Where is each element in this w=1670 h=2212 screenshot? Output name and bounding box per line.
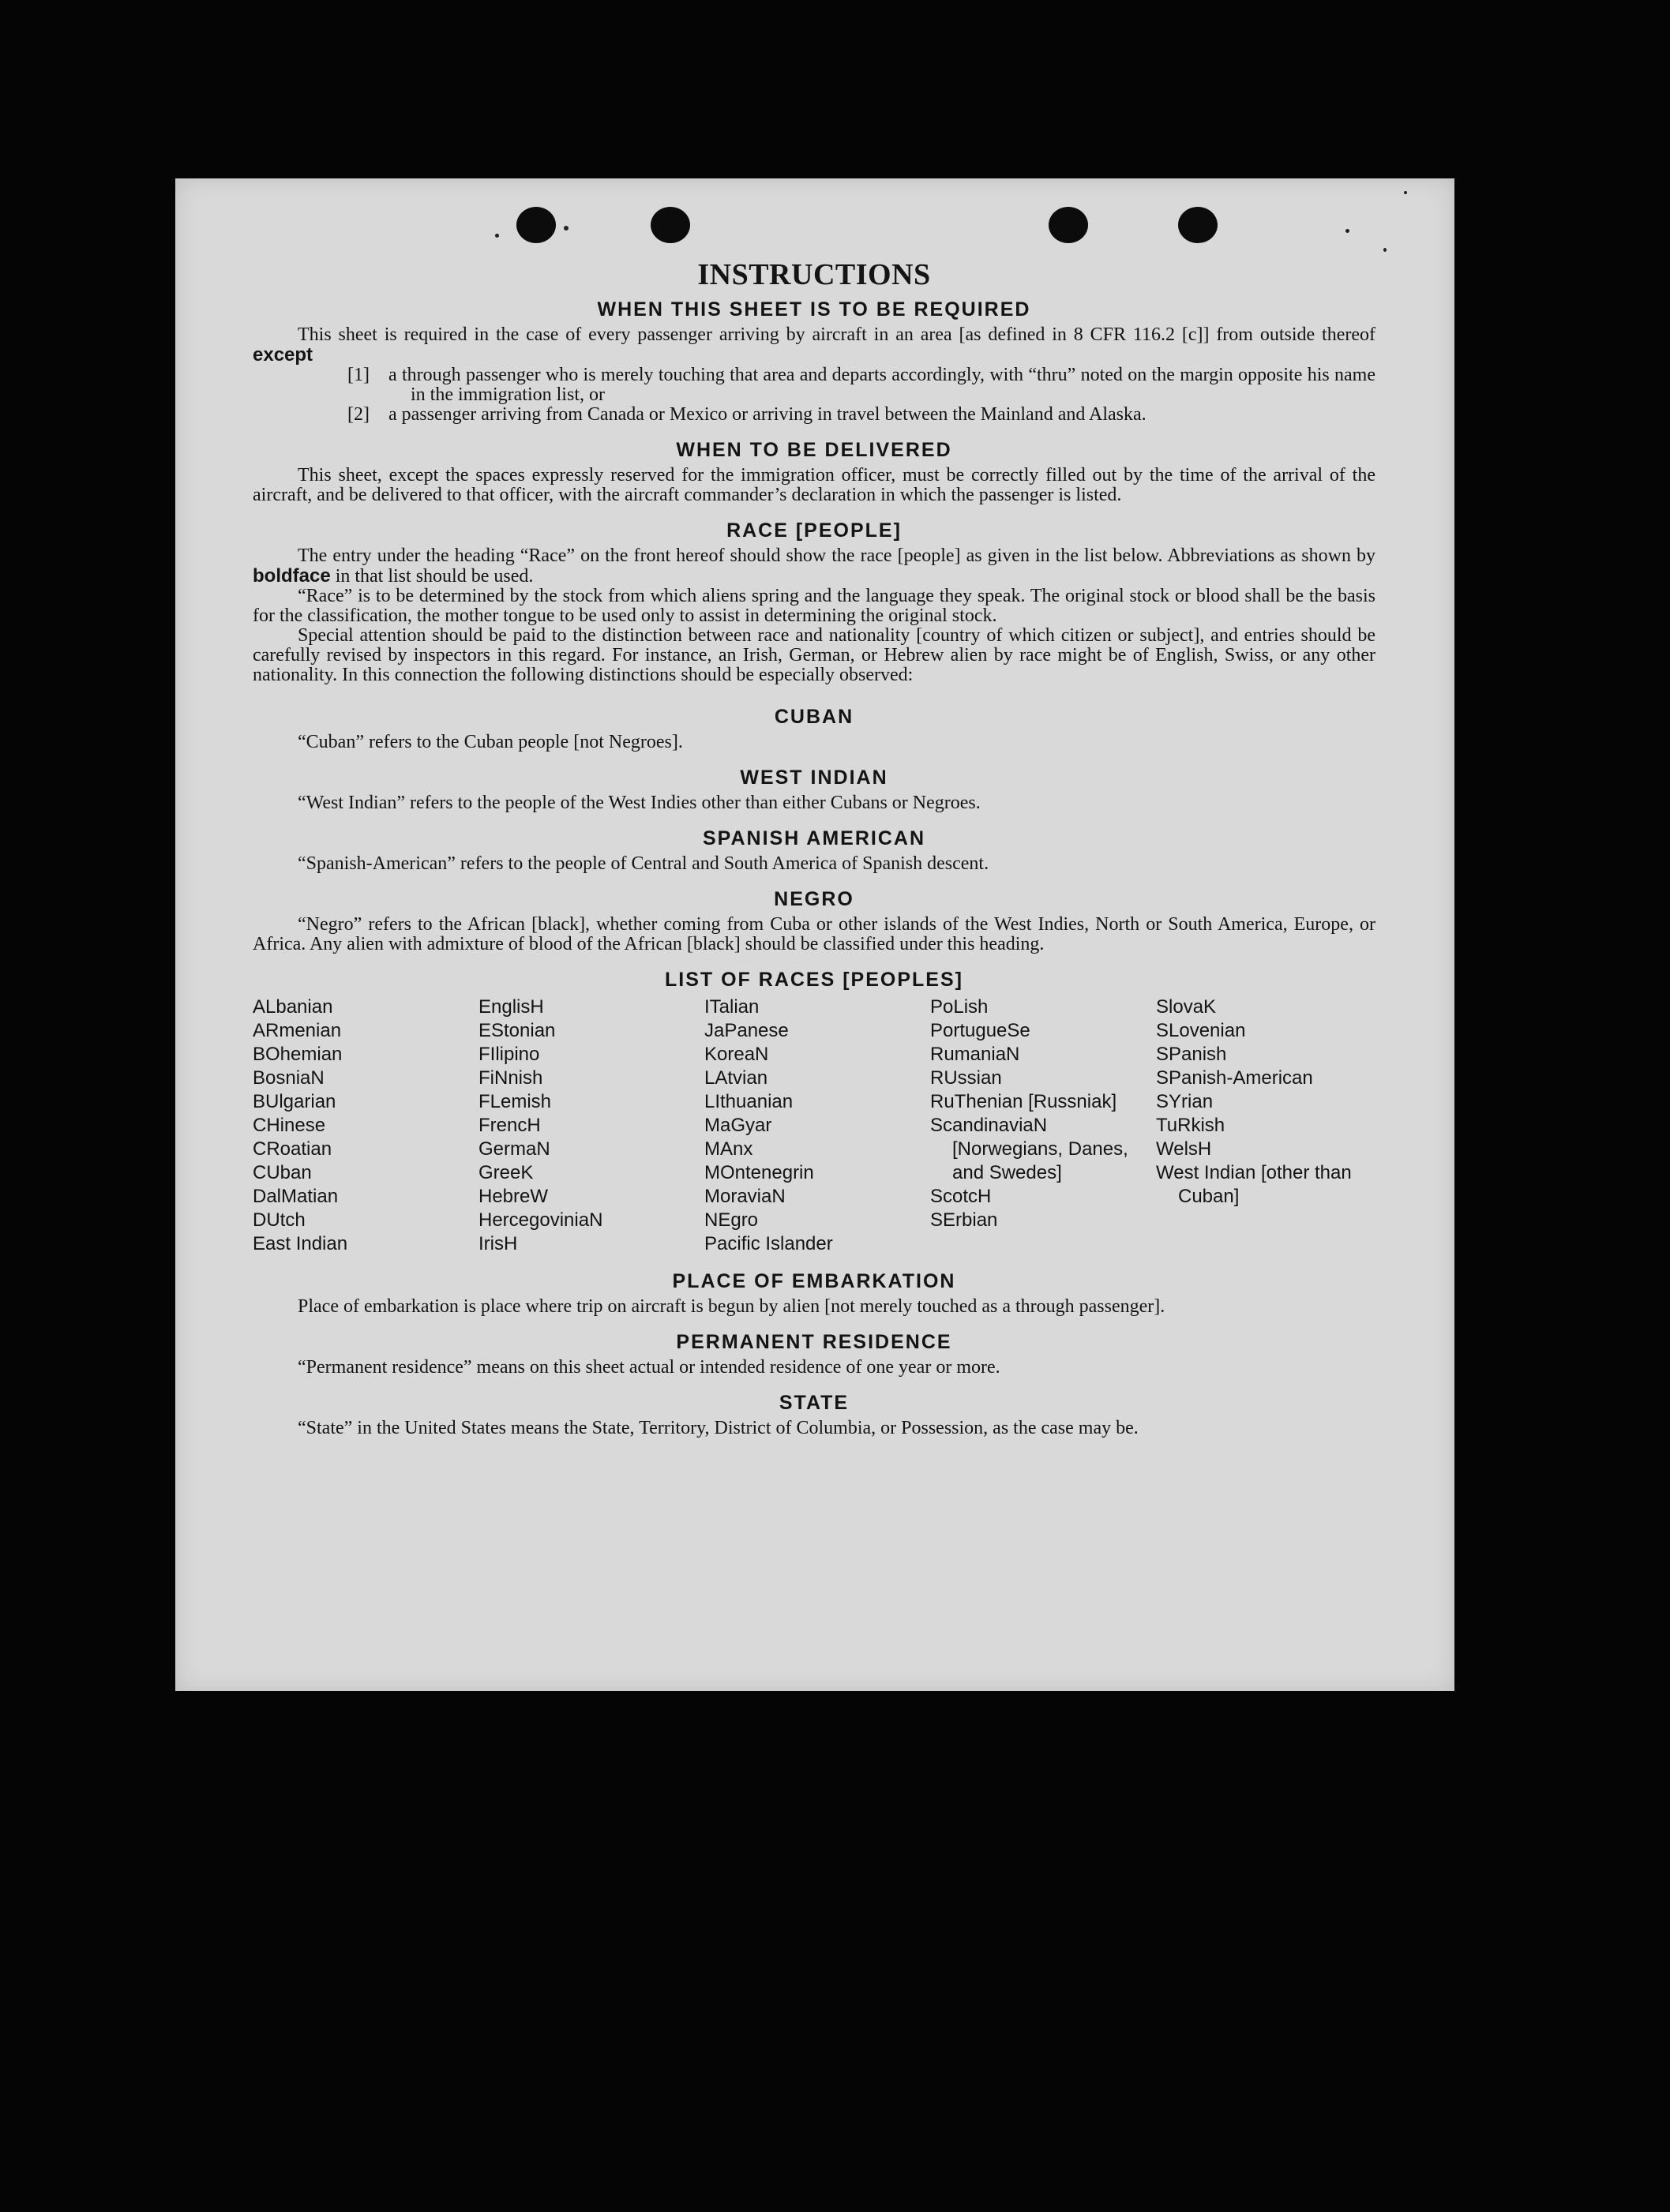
- race-list-item: SPanish: [1156, 1044, 1227, 1065]
- race-list-item: SPanish-American: [1156, 1067, 1313, 1089]
- race-list-item: GermaN: [478, 1138, 550, 1160]
- specks: [564, 226, 569, 231]
- race-list-item: ScandinaviaN [Norwegians, Danes, and Swedes]: [930, 1115, 1128, 1183]
- race-list-item: East Indian: [253, 1233, 348, 1254]
- race-list-item: DalMatian: [253, 1186, 339, 1207]
- specks: [1383, 248, 1387, 252]
- race-list-item: RumaniaN: [930, 1044, 1020, 1065]
- race-list: [253, 995, 1375, 1256]
- required-intro: [253, 325, 1375, 366]
- race-list-item: FLemish: [478, 1091, 552, 1112]
- race-list-item: WelsH: [1156, 1138, 1212, 1160]
- spanish-american-text: “Spanish-American” refers to the people of Central and South America of Spanish descent.: [298, 853, 989, 874]
- race-list-item: Pacific Islander: [704, 1233, 833, 1254]
- spacer: [253, 954, 1375, 962]
- required-intro-text: This sheet is required in the case of every passenger arriving by aircraft in an area [as defined in 8 CFR 116.2 [c]] from outside thereof: [298, 324, 1375, 345]
- race-paragraph-1: [253, 546, 1375, 587]
- residence-text: “Permanent residence” means on this sheet actual or intended residence of one year or more.: [298, 1357, 1000, 1378]
- race-list-item: SlovaK: [1156, 996, 1217, 1018]
- specks: [495, 234, 499, 238]
- spacer: [253, 505, 1375, 513]
- race-list-item: EnglisH: [478, 996, 544, 1018]
- race-column-2: [478, 995, 704, 1256]
- item-text: a through passenger who is merely touching that area and departs accordingly, with “thru” noted on the margin opposite his name in the immigration list, or: [388, 365, 1375, 405]
- race-list-item: CUban: [253, 1162, 312, 1183]
- heading-west-indian: WEST INDIAN: [740, 767, 888, 789]
- heading-spanish-american: SPANISH AMERICAN: [702, 827, 925, 849]
- race-list-item: DUtch: [253, 1209, 306, 1231]
- punch-hole-2: [651, 207, 690, 243]
- race-list-item: MOntenegrin: [704, 1162, 814, 1183]
- race-paragraph-2: “Race” is to be determined by the stock from which aliens spring and the language they speak. The original stock or blood shall be the basis for the classification, the mother tongue to be used only to assist in determining the original stock.: [253, 586, 1375, 626]
- punch-hole-3: [1049, 207, 1088, 243]
- race-list-item: ITalian: [704, 996, 760, 1018]
- spacer: [253, 1378, 1375, 1385]
- negro-text: “Negro” refers to the African [black], whether coming from Cuba or other islands of the West Indies, North or South America, Europe, or Africa. Any alien with admixture of blood of the African [black] should be classified under this heading.: [253, 914, 1375, 954]
- race-list-item: HebreW: [478, 1186, 549, 1207]
- spacer: [253, 813, 1375, 821]
- specks: [1404, 191, 1407, 194]
- race-column-3: [704, 995, 930, 1256]
- race-list-item: GreeK: [478, 1162, 534, 1183]
- race-list-item: JaPanese: [704, 1020, 789, 1041]
- race-list-item: TuRkish: [1156, 1115, 1225, 1136]
- race-list-item: SYrian: [1156, 1091, 1214, 1112]
- item-number: [2]: [347, 404, 370, 425]
- race-list-item: MoraviaN: [704, 1186, 786, 1207]
- heading-state: STATE: [779, 1392, 850, 1414]
- race-list-item: FIlipino: [478, 1044, 540, 1065]
- race-list-item: SErbian: [930, 1209, 998, 1231]
- item-text: a passenger arriving from Canada or Mexico or arriving in travel between the Mainland and Alaska.: [388, 404, 1146, 425]
- race-list-item: ALbanian: [253, 996, 333, 1018]
- race-list-item: SLovenian: [1156, 1020, 1246, 1041]
- west-indian-text: “West Indian” refers to the people of the West Indies other than either Cubans or Negroes.: [298, 793, 981, 813]
- race-p1-bold: boldface: [253, 565, 331, 587]
- race-list-item: West Indian [other than Cuban]: [1156, 1162, 1352, 1207]
- heading-embarkation: PLACE OF EMBARKATION: [672, 1270, 956, 1292]
- race-list-item: BUlgarian: [253, 1091, 336, 1112]
- race-list-item: ARmenian: [253, 1020, 342, 1041]
- embarkation-text: Place of embarkation is place where trip on aircraft is begun by alien [not merely touched as a through passenger].: [298, 1296, 1165, 1317]
- heading-permanent-residence: PERMANENT RESIDENCE: [676, 1331, 952, 1353]
- state-text: “State” in the United States means the State, Territory, District of Columbia, or Possession, as the case may be.: [298, 1418, 1139, 1438]
- required-intro-emphasis: except: [253, 344, 313, 366]
- race-list-item: CRoatian: [253, 1138, 332, 1160]
- race-list-item: EStonian: [478, 1020, 556, 1041]
- race-list-item: PoLish: [930, 996, 989, 1018]
- race-list-item: MAnx: [704, 1138, 753, 1160]
- race-list-item: IrisH: [478, 1233, 518, 1254]
- required-item-1: [253, 366, 1375, 405]
- spacer: [253, 425, 1375, 433]
- page-title: INSTRUCTIONS: [697, 258, 931, 291]
- heading-negro: NEGRO: [774, 888, 854, 910]
- punch-hole-1: [516, 207, 556, 243]
- race-p1-after: in that list should be used.: [335, 566, 534, 587]
- race-column-1: [253, 995, 478, 1256]
- race-list-item: MaGyar: [704, 1115, 772, 1136]
- race-list-item: CHinese: [253, 1115, 326, 1136]
- race-list-item: FrencH: [478, 1115, 541, 1136]
- race-column-5: [1156, 995, 1375, 1256]
- race-list-item: NEgro: [704, 1209, 759, 1231]
- heading-cuban: CUBAN: [774, 706, 854, 728]
- spacer: [253, 685, 1375, 699]
- race-list-item: FiNnish: [478, 1067, 543, 1089]
- race-list-item: LIthuanian: [704, 1091, 794, 1112]
- punch-hole-4: [1178, 207, 1218, 243]
- required-item-2: [253, 405, 1375, 425]
- race-list-item: BosniaN: [253, 1067, 325, 1089]
- spacer: [253, 752, 1375, 760]
- race-paragraph-3: Special attention should be paid to the distinction between race and nationality [country of which citizen or subject], and entries should be carefully revised by inspectors in this regard. For instance, an Irish, German, or Hebrew alien by race might be of English, Swiss, or any other nationality. In this connection the following distinctions should be especially observed:: [253, 625, 1375, 685]
- race-p1-before: The entry under the heading “Race” on the front hereof should show the race [people] as given in the list below. Abbreviations as shown by: [298, 546, 1375, 566]
- spacer: [253, 1317, 1375, 1325]
- race-column-4: [930, 995, 1156, 1256]
- race-list-item: RuThenian [Russniak]: [930, 1091, 1117, 1112]
- race-list-item: PortugueSe: [930, 1020, 1030, 1041]
- race-list-item: KoreaN: [704, 1044, 769, 1065]
- instructions-content: [253, 257, 1375, 1438]
- race-list-item: BOhemian: [253, 1044, 343, 1065]
- specks: [1345, 229, 1349, 233]
- race-list-item: ScotcH: [930, 1186, 992, 1207]
- heading-list-of-races: LIST OF RACES [PEOPLES]: [665, 969, 963, 991]
- spacer: [253, 874, 1375, 882]
- race-list-item: HercegoviniaN: [478, 1209, 603, 1231]
- race-list-item: RUssian: [930, 1067, 1002, 1089]
- cuban-text: “Cuban” refers to the Cuban people [not Negroes].: [298, 732, 683, 752]
- delivered-text: This sheet, except the spaces expressly reserved for the immigration officer, must be correctly filled out by the time of the arrival of the aircraft, and be delivered to that officer, with the aircraft commander’s declaration in which the passenger is listed.: [253, 465, 1375, 505]
- heading-when-delivered: WHEN TO BE DELIVERED: [676, 439, 952, 461]
- race-list-item: LAtvian: [704, 1067, 768, 1089]
- item-number: [1]: [347, 365, 370, 385]
- heading-race: RACE [PEOPLE]: [726, 519, 902, 542]
- document-page: [175, 178, 1454, 1691]
- heading-when-required: WHEN THIS SHEET IS TO BE REQUIRED: [597, 298, 1031, 321]
- spacer: [253, 1256, 1375, 1264]
